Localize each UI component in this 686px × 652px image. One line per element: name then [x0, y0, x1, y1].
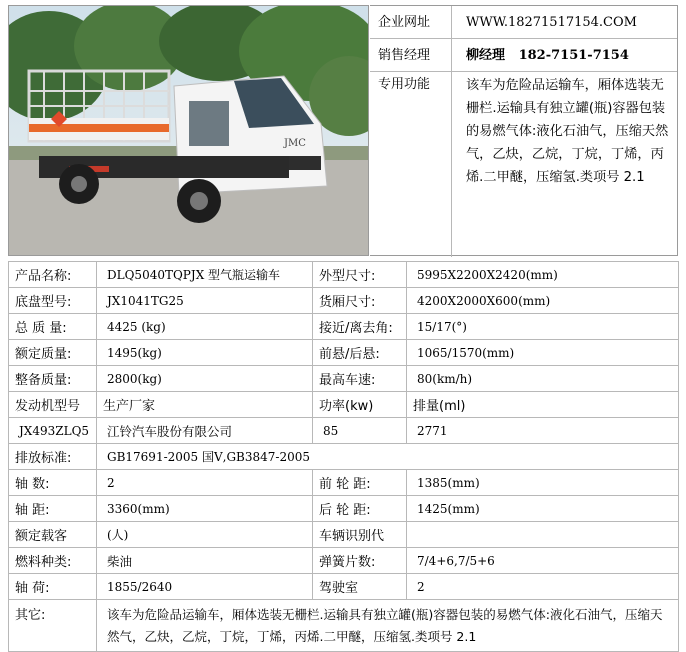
spec-key: 产品名称:	[9, 262, 97, 288]
spec-key: 发动机型号	[9, 392, 97, 418]
spec-key: 功率(kw)	[313, 392, 407, 418]
website-url[interactable]: WWW.18271517154.COM	[466, 15, 637, 30]
other-label: 其它:	[9, 600, 97, 652]
website-row	[370, 6, 677, 39]
spec-value: 江铃汽车股份有限公司	[97, 418, 313, 444]
spec-value: 1425(mm)	[407, 496, 679, 522]
spec-key: 轴 距:	[9, 496, 97, 522]
spec-value: 15/17(°)	[407, 314, 679, 340]
manager-phone: 182-7151-7154	[518, 48, 629, 63]
special-function-row	[370, 72, 677, 257]
spec-value: GB17691-2005 国Ⅴ,GB3847-2005	[97, 444, 679, 470]
spec-key: 外型尺寸:	[313, 262, 407, 288]
spec-key: 排量(ml)	[407, 392, 679, 418]
other-text: 该车为危险品运输车，厢体选装无栅栏.运输具有独立罐(瓶)容器包装的易燃气体:液化石油气，压缩天然气，乙炔，乙烷，丁烷，丁烯，丙烯.二甲醚，压缩氢.类项号 2.1	[97, 600, 679, 652]
spec-value: (人)	[97, 522, 313, 548]
spec-value: 1495(kg)	[97, 340, 313, 366]
spec-value: JX493ZLQ5	[9, 418, 97, 444]
spec-key: 轴 数:	[9, 470, 97, 496]
spec-value: 2	[407, 574, 679, 600]
table-row	[9, 418, 679, 444]
spec-value: 1855/2640	[97, 574, 313, 600]
table-row	[9, 392, 679, 418]
truck-illustration	[9, 6, 368, 255]
table-row	[9, 548, 679, 574]
spec-value: DLQ5040TQPJX 型气瓶运输车	[97, 262, 313, 288]
spec-key: 驾驶室	[313, 574, 407, 600]
table-row	[9, 314, 679, 340]
spec-key: 总 质 量:	[9, 314, 97, 340]
spec-key: 接近/离去角:	[313, 314, 407, 340]
brand-plate: JMC	[284, 138, 306, 149]
spec-key: 车辆识别代	[313, 522, 407, 548]
header-section	[8, 5, 678, 257]
table-row	[9, 444, 679, 470]
table-row	[9, 366, 679, 392]
contact-info-panel	[370, 5, 678, 256]
manager-name: 柳经理	[466, 48, 506, 63]
table-row	[9, 288, 679, 314]
spec-value: 4200X2000X600(mm)	[407, 288, 679, 314]
table-row-other	[9, 600, 679, 652]
spec-key: 前 轮 距:	[313, 470, 407, 496]
spec-key: 弹簧片数:	[313, 548, 407, 574]
table-row	[9, 340, 679, 366]
spec-key: 排放标准:	[9, 444, 97, 470]
spec-value: 1385(mm)	[407, 470, 679, 496]
truck-photo	[8, 5, 369, 256]
special-function-label: 专用功能	[370, 72, 452, 257]
spec-value: 3360(mm)	[97, 496, 313, 522]
spec-key: 前悬/后悬:	[313, 340, 407, 366]
spec-key: 货厢尺寸:	[313, 288, 407, 314]
spec-value: 2771	[407, 418, 679, 444]
special-function-text: 该车为危险品运输车，厢体选装无栅栏.运输具有独立罐(瓶)容器包装的易燃气体:液化石油气，压缩天然气，乙炔，乙烷，丁烷，丁烯，丙烯.二甲醚，压缩氢.类项号 2.1	[466, 78, 669, 185]
spec-value: 4425 (kg)	[97, 314, 313, 340]
spec-value: 1065/1570(mm)	[407, 340, 679, 366]
spec-key: 生产厂家	[97, 392, 313, 418]
table-row	[9, 470, 679, 496]
sales-manager-label: 销售经理	[370, 39, 452, 71]
spec-value: 5995X2200X2420(mm)	[407, 262, 679, 288]
spec-value	[407, 522, 679, 548]
spec-value: 80(km/h)	[407, 366, 679, 392]
spec-value: 柴油	[97, 548, 313, 574]
spec-value: 2	[97, 470, 313, 496]
table-row	[9, 262, 679, 288]
table-row	[9, 496, 679, 522]
spec-table	[8, 261, 679, 652]
sales-manager-row	[370, 39, 677, 72]
spec-key: 燃料种类:	[9, 548, 97, 574]
spec-value: JX1041TG25	[97, 288, 313, 314]
website-label: 企业网址	[370, 6, 452, 38]
spec-key: 最高车速:	[313, 366, 407, 392]
table-row	[9, 574, 679, 600]
spec-value: 85	[313, 418, 407, 444]
sales-manager-value	[452, 39, 677, 71]
spec-key: 额定质量:	[9, 340, 97, 366]
spec-key: 整备质量:	[9, 366, 97, 392]
spec-value: 2800(kg)	[97, 366, 313, 392]
spec-key: 额定载客	[9, 522, 97, 548]
spec-key: 轴 荷:	[9, 574, 97, 600]
table-row	[9, 522, 679, 548]
spec-value: 7/4+6,7/5+6	[407, 548, 679, 574]
spec-key: 底盘型号:	[9, 288, 97, 314]
spec-key: 后 轮 距:	[313, 496, 407, 522]
